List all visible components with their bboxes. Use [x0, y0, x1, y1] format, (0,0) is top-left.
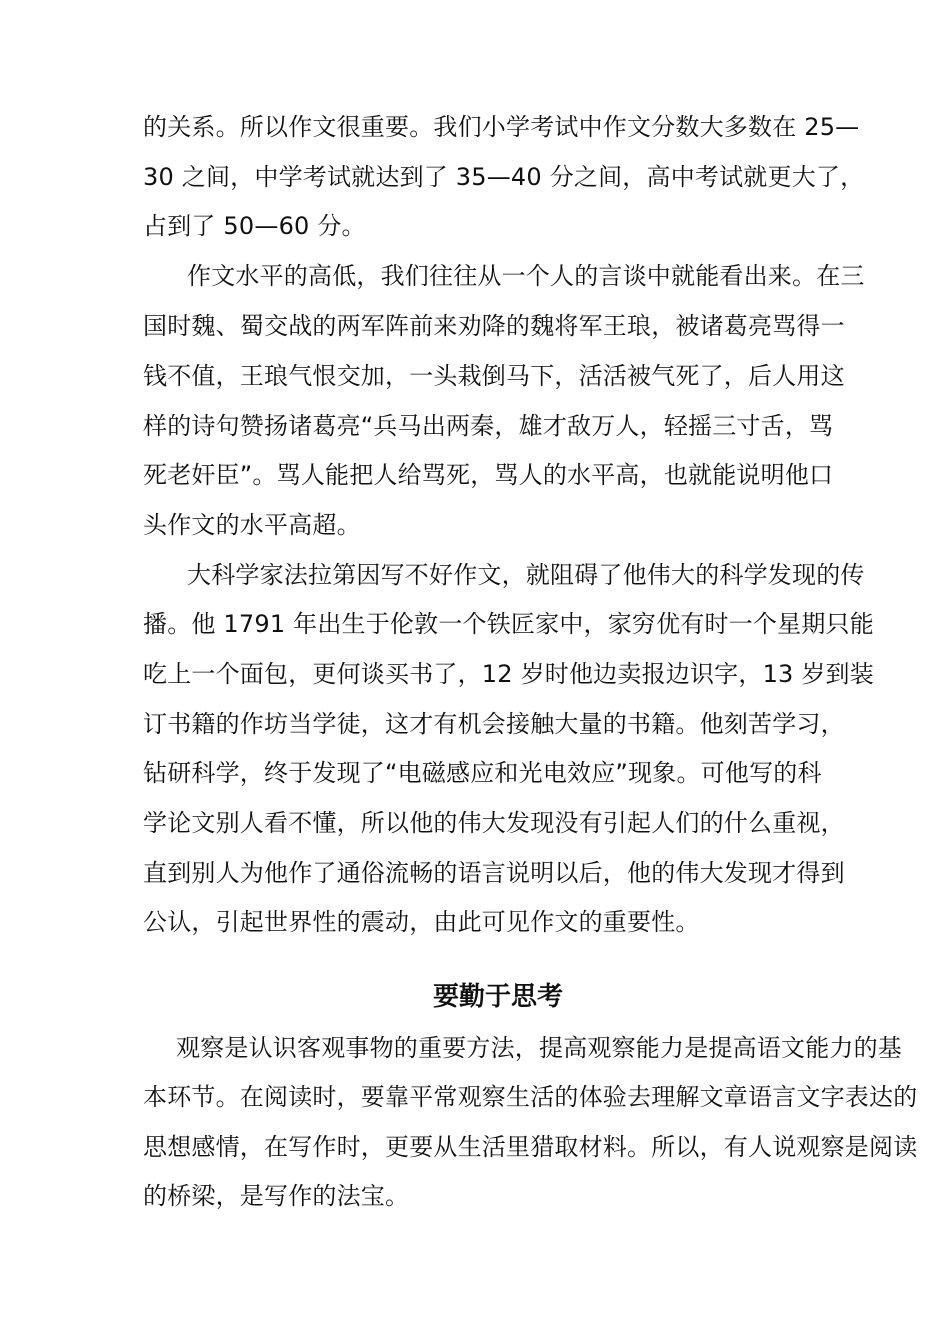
paragraph-3-line-5: 钻研科学，终于发现了“电磁感应和光电效应”现象。可他写的科: [143, 759, 822, 787]
paragraph-2-line-6: 头作文的水平高超。: [143, 511, 361, 539]
paragraph-2-line-2: 国时魏、蜀交战的两军阵前来劝降的魏将军王琅，被诸葛亮骂得一: [143, 312, 845, 340]
section-paragraph-line-1: 观察是认识客观事物的重要方法，提高观察能力是提高语文能力的基: [176, 1034, 902, 1062]
paragraph-2-line-3: 钱不值，王琅气恨交加，一头栽倒马下，活活被气死了，后人用这: [143, 362, 845, 390]
paragraph-3-line-1: 大科学家法拉第因写不好作文，就阻碍了他伟大的科学发现的传: [187, 561, 865, 589]
section-title: 要勤于思考: [432, 982, 563, 1012]
section-paragraph-line-3: 思想感情，在写作时，更要从生活里猎取材料。所以，有人说观察是阅读: [143, 1133, 918, 1161]
paragraph-2-line-5: 死老奸臣”。骂人能把人给骂死，骂人的水平高，也就能说明他口: [143, 461, 834, 489]
paragraph-3-line-8: 公认，引起世界性的震动，由此可见作文的重要性。: [143, 908, 700, 936]
paragraph-3-line-6: 学论文别人看不懂，所以他的伟大发现没有引起人们的什么重视，: [143, 809, 845, 837]
paragraph-2-line-1: 作文水平的高低，我们往往从一个人的言谈中就能看出来。在三: [187, 262, 865, 290]
section-paragraph-line-4: 的桥梁，是写作的法宝。: [143, 1182, 410, 1210]
paragraph-1-line-1: 的关系。所以作文很重要。我们小学考试中作文分数大多数在 25—: [143, 113, 860, 141]
section-paragraph-line-2: 本环节。在阅读时，要靠平常观察生活的体验去理解文章语言文字表达的: [143, 1083, 918, 1111]
paragraph-3-line-2: 播。他 1791 年出生于伦敦一个铁匠家中，家穷优有时一个星期只能: [143, 610, 874, 638]
paragraph-2-line-4: 样的诗句赞扬诸葛亮“兵马出两秦，雄才敌万人，轻摇三寸舌，骂: [143, 412, 834, 440]
paragraph-3-line-4: 订书籍的作坊当学徒，这才有机会接触大量的书籍。他刻苦学习，: [143, 710, 845, 738]
paragraph-3-line-7: 直到别人为他作了通俗流畅的语言说明以后，他的伟大发现才得到: [143, 859, 845, 887]
paragraph-3-line-3: 吃上一个面包，更何谈买书了，12 岁时他边卖报边识字，13 岁到装: [143, 660, 874, 688]
paragraph-1-line-2: 30 之间，中学考试就达到了 35—40 分之间，高中考试就更大了，: [143, 163, 865, 191]
paragraph-1-line-3: 占到了 50—60 分。: [143, 212, 366, 240]
